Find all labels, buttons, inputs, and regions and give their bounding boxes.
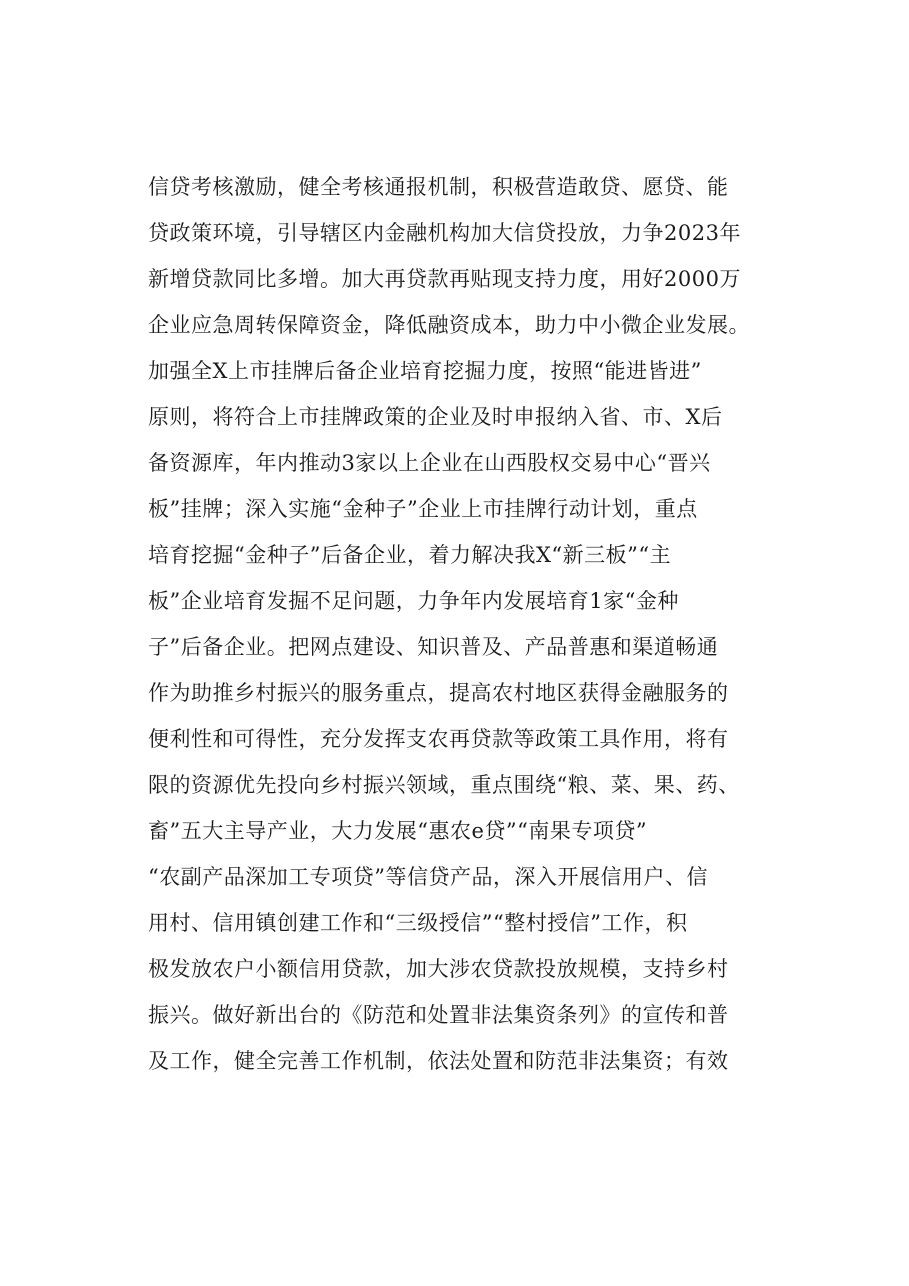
text-line: 用村、信用镇创建工作和“三级授信”“整村授信”工作，积 (148, 911, 688, 935)
text-line: 便利性和可得性，充分发挥支农再贷款等政策工具作用，将有 (148, 727, 729, 751)
text-line: 加强全X上市挂牌后备企业培育挖掘力度，按照“能进皆进” (148, 359, 702, 383)
text-line: 新增贷款同比多增。加大再贷款再贴现支持力度，用好2000万 (148, 267, 741, 291)
text-line: 原则，将符合上市挂牌政策的企业及时申报纳入省、市、X后 (148, 405, 723, 429)
text-line: 贷政策环境，引导辖区内金融机构加大信贷投放，力争2023年 (148, 221, 741, 245)
text-line: 限的资源优先投向乡村振兴领域，重点围绕“粮、菜、果、药、 (148, 773, 740, 797)
text-line: 作为助推乡村振兴的服务重点，提高农村地区获得金融服务的 (148, 681, 729, 705)
text-line: 畜”五大主导产业，大力发展“惠农e贷”“南果专项贷” (148, 819, 648, 843)
text-line: 及工作，健全完善工作机制，依法处置和防范非法集资；有效 (148, 1049, 729, 1073)
text-line: 极发放农户小额信用贷款，加大涉农贷款投放规模，支持乡村 (148, 957, 729, 981)
text-line: 企业应急周转保障资金，降低融资成本，助力中小微企业发展。 (148, 313, 750, 337)
text-line: 板”企业培育发掘不足问题，力争年内发展培育1家“金种 (148, 589, 679, 613)
text-line: 信贷考核激励，健全考核通报机制，积极营造敢贷、愿贷、能 (148, 175, 729, 199)
text-line: 备资源库，年内推动3家以上企业在山西股权交易中心“晋兴 (148, 451, 711, 475)
text-line: “农副产品深加工专项贷”等信贷产品，深入开展信用户、信 (148, 865, 708, 889)
text-line: 板”挂牌；深入实施“金种子”企业上市挂牌行动计划，重点 (148, 497, 698, 521)
text-line: 子”后备企业。把网点建设、知识普及、产品普惠和渠道畅通 (148, 635, 719, 659)
text-line: 振兴。做好新出台的《防范和处置非法集资条列》的宣传和普 (148, 1003, 729, 1027)
text-line: 培育挖掘“金种子”后备企业，着力解决我X“新三板”“主 (148, 543, 672, 567)
